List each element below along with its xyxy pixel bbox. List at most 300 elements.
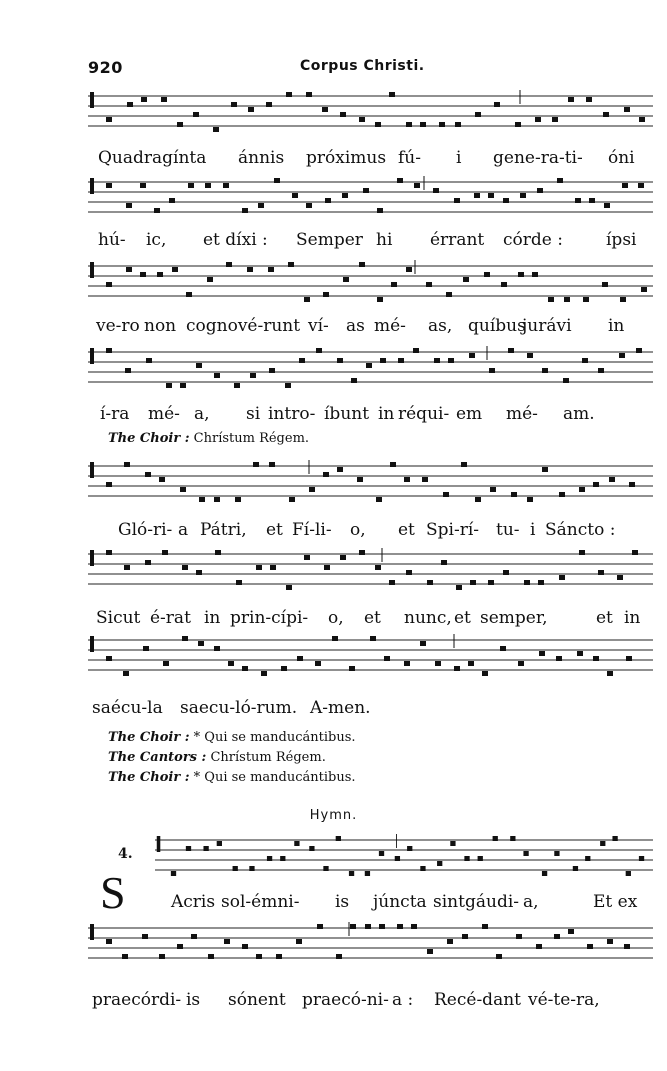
neume-note — [359, 262, 365, 267]
neume-note — [351, 378, 357, 383]
neume-note — [280, 856, 285, 861]
neume-note — [171, 871, 176, 876]
c-clef-icon — [90, 462, 94, 478]
neume-note — [527, 497, 533, 502]
neume-note — [186, 846, 191, 851]
syllable: semper, — [480, 608, 548, 628]
rubric-speaker: The Cantors : — [108, 750, 207, 765]
syllable: ánnis — [238, 148, 285, 168]
neume-note — [145, 560, 151, 565]
neume-note — [370, 636, 376, 641]
chant-system-4 — [88, 342, 653, 432]
syllable: Fí-li- — [292, 520, 332, 540]
neume-note — [256, 565, 262, 570]
lyric-line — [88, 608, 653, 630]
neume-note — [140, 272, 146, 277]
neume-note — [454, 666, 460, 671]
neume-note — [482, 671, 488, 676]
neume-note — [324, 565, 330, 570]
syllable: Gló-ri- — [118, 520, 173, 540]
neume-note — [607, 939, 613, 944]
neume-note — [475, 112, 481, 117]
neume-note — [542, 467, 548, 472]
syllable: Sicut — [96, 608, 141, 628]
neume-note — [488, 580, 494, 585]
neume-note — [203, 846, 208, 851]
neume-note — [535, 117, 541, 122]
rubric — [108, 730, 356, 745]
neume-note — [489, 368, 495, 373]
neume-note — [427, 580, 433, 585]
neume-note — [437, 861, 442, 866]
neume-note — [377, 297, 383, 302]
neume-note — [309, 846, 314, 851]
syllable: non — [144, 316, 177, 336]
c-clef-icon — [90, 924, 94, 940]
neume-note — [223, 183, 229, 188]
neume-note — [325, 198, 331, 203]
neume-note — [365, 924, 371, 929]
neume-note — [249, 866, 254, 871]
neume-note — [306, 92, 312, 97]
neume-note — [474, 193, 480, 198]
syllable: hi — [376, 230, 393, 250]
neume-note — [391, 282, 397, 287]
neume-note — [127, 102, 133, 107]
neume-note — [281, 666, 287, 671]
neume-note — [343, 277, 349, 282]
neume-note — [587, 944, 593, 949]
syllable: sol-émni- — [221, 892, 300, 912]
neume-note — [236, 580, 242, 585]
syllable: gene-ra-ti- — [493, 148, 583, 168]
neume-note — [242, 666, 248, 671]
neume-note — [434, 358, 440, 363]
neume-note — [470, 580, 476, 585]
syllable: é-rat — [150, 608, 191, 628]
neume-note — [384, 656, 390, 661]
neume-note — [145, 472, 151, 477]
neume-note — [579, 487, 585, 492]
rubric-speaker: The Choir : — [108, 770, 190, 785]
neume-note — [161, 97, 167, 102]
neume-note — [180, 383, 186, 388]
neume-note — [214, 646, 220, 651]
neume-note — [274, 178, 280, 183]
syllable: Quadragínta — [98, 148, 207, 168]
neume-note — [309, 487, 315, 492]
neume-note — [604, 203, 610, 208]
neume-note — [379, 851, 384, 856]
neume-note — [196, 363, 202, 368]
neume-note — [163, 661, 169, 666]
neume-note — [538, 580, 544, 585]
neume-note — [407, 846, 412, 851]
neume-note — [123, 671, 129, 676]
neume-note — [106, 482, 112, 487]
neume-note — [609, 477, 615, 482]
neume-note — [126, 203, 132, 208]
neume-note — [626, 871, 631, 876]
neume-note — [447, 939, 453, 944]
neume-note — [376, 497, 382, 502]
hymn-heading: Hymn. — [309, 808, 358, 823]
neume-note — [124, 565, 130, 570]
neume-note — [639, 117, 645, 122]
neume-note — [125, 368, 131, 373]
neume-note — [337, 467, 343, 472]
c-clef-icon — [90, 92, 94, 108]
neume-note — [579, 550, 585, 555]
neume-note — [482, 924, 488, 929]
syllable: mé- — [506, 404, 538, 424]
neume-note — [297, 656, 303, 661]
syllable: prin-cípi- — [230, 608, 309, 628]
neume-note — [247, 267, 253, 272]
neume-note — [484, 272, 490, 277]
neume-note — [411, 924, 417, 929]
neume-note — [600, 841, 605, 846]
neume-note — [375, 565, 381, 570]
rubric-text: * Qui se manducántibus. — [193, 730, 356, 745]
syllable: cognové-runt — [186, 316, 301, 336]
neume-note — [559, 575, 565, 580]
neume-note — [454, 198, 460, 203]
neume-note — [159, 954, 165, 959]
neume-note — [380, 358, 386, 363]
neume-note — [617, 575, 623, 580]
neume-note — [397, 924, 403, 929]
neume-note — [639, 856, 644, 861]
syllable: o, — [350, 520, 366, 540]
chant-system-6 — [88, 544, 653, 634]
syllable: gáudi- — [465, 892, 520, 912]
syllable: Recé-dant — [434, 990, 521, 1010]
neume-note — [503, 198, 509, 203]
neume-note — [622, 183, 628, 188]
neume-note — [564, 297, 570, 302]
neume-note — [177, 944, 183, 949]
neume-note — [515, 122, 521, 127]
neume-note — [106, 348, 112, 353]
neume-note — [439, 122, 445, 127]
neume-note — [146, 358, 152, 363]
syllable: et — [364, 608, 381, 628]
syllable: Pátri, — [200, 520, 247, 540]
syllable: íbunt — [324, 404, 370, 424]
neume-note — [359, 550, 365, 555]
syllable: Acris — [171, 892, 216, 912]
page-number: 920 — [88, 58, 123, 77]
neume-note — [214, 373, 220, 378]
chant-system-2 — [88, 172, 653, 262]
neume-note — [632, 550, 638, 555]
neume-note — [188, 183, 194, 188]
neume-note — [304, 297, 310, 302]
syllable: hú- — [98, 230, 126, 250]
lyric-line — [88, 404, 653, 426]
neume-note — [641, 287, 647, 292]
neume-note — [235, 497, 241, 502]
neume-note — [426, 282, 432, 287]
syllable: a : — [392, 990, 414, 1010]
syllable: a, — [523, 892, 539, 912]
neume-note — [518, 272, 524, 277]
neume-note — [266, 102, 272, 107]
neume-note — [413, 348, 419, 353]
syllable: a, — [194, 404, 210, 424]
neume-note — [598, 570, 604, 575]
neume-note — [267, 856, 272, 861]
neume-note — [296, 939, 302, 944]
syllable: Et ex — [593, 892, 638, 912]
neume-note — [552, 117, 558, 122]
neume-note — [554, 934, 560, 939]
neume-note — [548, 297, 554, 302]
syllable: óni — [608, 148, 635, 168]
chant-staff — [88, 456, 653, 516]
neume-note — [159, 477, 165, 482]
neume-note — [276, 954, 282, 959]
chant-staff — [88, 256, 653, 316]
neume-note — [258, 203, 264, 208]
neume-note — [462, 934, 468, 939]
syllable: si — [246, 404, 261, 424]
rubric — [108, 750, 326, 765]
neume-note — [638, 183, 644, 188]
neume-note — [363, 188, 369, 193]
neume-note — [261, 671, 267, 676]
neume-note — [286, 92, 292, 97]
neume-note — [589, 198, 595, 203]
chant-staff — [88, 172, 653, 232]
neume-note — [207, 277, 213, 282]
neume-note — [603, 112, 609, 117]
neume-note — [315, 661, 321, 666]
neume-note — [420, 641, 426, 646]
neume-note — [172, 267, 178, 272]
syllable: intro- — [268, 404, 316, 424]
neume-note — [398, 358, 404, 363]
neume-note — [340, 112, 346, 117]
neume-note — [501, 282, 507, 287]
chant-system-7 — [88, 630, 653, 720]
syllable: et — [398, 520, 415, 540]
chant-staff — [88, 342, 653, 402]
syllable: í-ra — [100, 404, 130, 424]
neume-note — [288, 262, 294, 267]
neume-note — [433, 188, 439, 193]
syllable: sónent — [228, 990, 286, 1010]
syllable: vé-te-ra, — [528, 990, 600, 1010]
neume-note — [214, 497, 220, 502]
neume-note — [350, 924, 356, 929]
neume-note — [126, 267, 132, 272]
neume-note — [586, 97, 592, 102]
neume-note — [559, 492, 565, 497]
neume-note — [323, 866, 328, 871]
neume-note — [269, 368, 275, 373]
rubric-text: Chrístum Régem. — [210, 750, 326, 765]
neume-note — [478, 856, 483, 861]
neume-note — [607, 671, 613, 676]
neume-note — [420, 122, 426, 127]
neume-note — [106, 550, 112, 555]
neume-note — [556, 656, 562, 661]
syllable: in — [624, 608, 641, 628]
neume-note — [523, 851, 528, 856]
chant-system-3 — [88, 256, 653, 346]
neume-note — [427, 949, 433, 954]
rubric — [108, 431, 309, 446]
lyric-line — [88, 316, 653, 338]
neume-note — [568, 929, 574, 934]
neume-note — [215, 550, 221, 555]
syllable: et — [266, 520, 283, 540]
syllable: quíbus — [468, 316, 526, 336]
neume-note — [464, 856, 469, 861]
neume-note — [250, 373, 256, 378]
neume-note — [518, 661, 524, 666]
syllable: Spi-rí- — [426, 520, 480, 540]
syllable: sint — [433, 892, 465, 912]
neume-note — [180, 487, 186, 492]
neume-note — [224, 939, 230, 944]
syllable: jurávi — [522, 316, 572, 336]
neume-note — [124, 462, 130, 467]
neume-note — [448, 358, 454, 363]
neume-note — [577, 651, 583, 656]
neume-note — [441, 560, 447, 565]
neume-note — [169, 198, 175, 203]
neume-note — [231, 102, 237, 107]
syllable: Semper — [296, 230, 363, 250]
neume-note — [456, 585, 462, 590]
neume-note — [359, 117, 365, 122]
rubric-text: * Qui se manducántibus. — [193, 770, 356, 785]
neume-note — [317, 924, 323, 929]
syllable: o, — [328, 608, 344, 628]
neume-note — [242, 944, 248, 949]
chant-staff — [88, 86, 653, 146]
chant-system-5 — [88, 456, 653, 546]
syllable: ví- — [308, 316, 329, 336]
rubric-speaker: The Choir : — [108, 431, 190, 446]
chant-staff — [88, 630, 653, 690]
neume-note — [620, 297, 626, 302]
neume-note — [404, 477, 410, 482]
neume-note — [563, 378, 569, 383]
neume-note — [286, 585, 292, 590]
neume-note — [537, 188, 543, 193]
neume-note — [532, 272, 538, 277]
neume-note — [106, 183, 112, 188]
neume-note — [154, 208, 160, 213]
syllable: nunc, — [404, 608, 452, 628]
syllable: tu- — [496, 520, 520, 540]
neume-note — [612, 836, 617, 841]
syllable: réqui- — [398, 404, 450, 424]
rubric — [108, 770, 356, 785]
neume-note — [539, 651, 545, 656]
neume-note — [435, 661, 441, 666]
neume-note — [217, 841, 222, 846]
neume-note — [389, 580, 395, 585]
syllable: A-men. — [310, 698, 371, 718]
neume-note — [322, 107, 328, 112]
neume-note — [162, 550, 168, 555]
neume-note — [420, 866, 425, 871]
neume-note — [342, 193, 348, 198]
neume-note — [619, 353, 625, 358]
neume-note — [366, 363, 372, 368]
running-title: Corpus Christi. — [300, 58, 425, 74]
neume-note — [508, 348, 514, 353]
syllable: ípsi — [606, 230, 637, 250]
neume-note — [455, 122, 461, 127]
rubric-text: Chrístum Régem. — [193, 431, 310, 446]
syllable: praecó-ni- — [302, 990, 389, 1010]
syllable: a — [178, 520, 189, 540]
neume-note — [177, 122, 183, 127]
neume-note — [166, 383, 172, 388]
neume-note — [226, 262, 232, 267]
neume-note — [422, 477, 428, 482]
neume-note — [585, 856, 590, 861]
syllable: júncta — [373, 892, 427, 912]
neume-note — [256, 954, 262, 959]
neume-note — [583, 297, 589, 302]
c-clef-icon — [90, 262, 94, 278]
lyric-line — [88, 520, 653, 542]
neume-note — [575, 198, 581, 203]
c-clef-icon — [90, 550, 94, 566]
neume-note — [494, 102, 500, 107]
neume-note — [389, 92, 395, 97]
chant-staff — [155, 830, 653, 890]
syllable: saecu-ló-rum. — [180, 698, 298, 718]
neume-note — [340, 555, 346, 560]
syllable: as, — [428, 316, 453, 336]
syllable: Sáncto : — [545, 520, 616, 540]
syllable: mé- — [374, 316, 406, 336]
rubric-speaker: The Choir : — [108, 730, 190, 745]
neume-note — [268, 267, 274, 272]
neume-note — [375, 122, 381, 127]
neume-note — [554, 851, 559, 856]
neume-note — [557, 178, 563, 183]
neume-note — [191, 934, 197, 939]
chant-system-9 — [88, 918, 653, 1008]
neume-note — [377, 208, 383, 213]
syllable: in — [204, 608, 221, 628]
lyric-line — [88, 990, 653, 1012]
neume-note — [248, 107, 254, 112]
neume-note — [461, 462, 467, 467]
neume-note — [213, 127, 219, 132]
neume-note — [511, 492, 517, 497]
neume-note — [208, 954, 214, 959]
lyric-line — [88, 698, 653, 720]
neume-note — [542, 368, 548, 373]
neume-note — [182, 565, 188, 570]
neume-note — [336, 836, 341, 841]
neume-note — [629, 482, 635, 487]
syllable: fú- — [398, 148, 421, 168]
neume-note — [253, 462, 259, 467]
c-clef-icon — [90, 178, 94, 194]
neume-note — [122, 954, 128, 959]
